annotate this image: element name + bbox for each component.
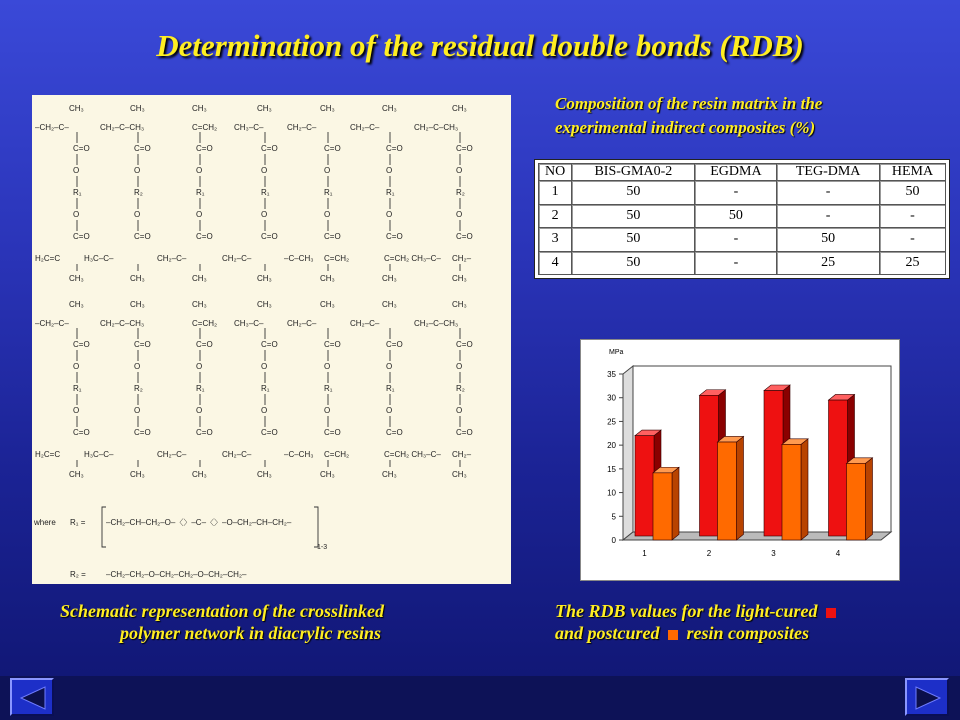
structure-atom-label: C=O (261, 144, 278, 153)
repeat-bracket (102, 507, 318, 547)
rdb-chart-frame (580, 339, 900, 581)
structure-atom-label: CH₃ (320, 104, 335, 113)
x-tick-label: 2 (706, 549, 712, 558)
structure-atom-label: C=O (134, 232, 151, 241)
structure-atom-label: R₂ (456, 188, 465, 197)
r1-formula: –CH₂–CH–CH₂–O–〈〉–C–〈〉–O–CH₂–CH–CH₂– (106, 518, 292, 527)
structure-atom-label: O (456, 210, 463, 219)
structure-atom-label: C=O (324, 428, 341, 437)
table-cell: 50 (572, 204, 695, 228)
bar-light-cured (764, 391, 783, 536)
table-caption-line2: experimental indirect composites (%) (555, 118, 816, 137)
structure-atom-label: CH₃–C– (234, 123, 264, 132)
r1-label: R₁ = (70, 518, 86, 527)
bar-postcured (782, 444, 801, 540)
table-caption (555, 92, 822, 140)
structure-atom-label: CH₃ (382, 274, 397, 283)
structure-atom-label: C=CH₂ CH₃–C– (384, 254, 441, 263)
structure-atom-label: CH₃ (257, 274, 272, 283)
structure-atom-label: R₁ (386, 384, 395, 393)
structure-atom-label: R₁ (386, 188, 395, 197)
structure-atom-label: CH₂– (452, 450, 472, 459)
structure-atom-label: –CH₂–C– (35, 319, 69, 328)
triangle-left-icon (19, 686, 47, 710)
structure-atom-label: R₁ (324, 384, 333, 393)
structure-atom-label: –C–CH₃ (284, 254, 314, 263)
table-body (539, 181, 946, 275)
structure-atom-label: CH₂–C–CH₃ (414, 123, 459, 132)
left-caption (60, 600, 500, 644)
table-cell: 50 (572, 181, 695, 205)
structure-atom-label: C=O (134, 144, 151, 153)
structure-atom-label: O (196, 166, 203, 175)
structure-atom-label: O (73, 362, 80, 371)
y-tick-label: 30 (607, 393, 616, 403)
table-cell: 25 (879, 251, 945, 275)
table-cell: - (695, 251, 777, 275)
left-caption-line1: Schematic representation of the crosslinked (60, 601, 384, 621)
structure-atom-label: O (196, 210, 203, 219)
structure-atom-label: H₂C=C (35, 450, 61, 459)
navigation-bar (0, 676, 960, 720)
structure-atom-label: CH₃ (69, 300, 84, 309)
structure-atom-label: CH₃ (452, 274, 467, 283)
bar-postcured (847, 463, 866, 540)
table-cell: 1 (539, 181, 572, 205)
structure-atom-label: C=CH₂ CH₃–C– (384, 450, 441, 459)
table-cell: 50 (879, 181, 945, 205)
structure-atom-label: O (196, 406, 203, 415)
structure-atom-label: CH₂– (452, 254, 472, 263)
r2-formula: –CH₂–CH₂–O–CH₂–CH₂–O–CH₂–CH₂– (106, 570, 247, 579)
table-cell: 25 (777, 251, 880, 275)
triangle-right-icon (914, 686, 942, 710)
structure-atom-label: C=O (456, 340, 473, 349)
structure-atom-label: R₁ (324, 188, 333, 197)
table-cell: 50 (572, 251, 695, 275)
structure-atom-label: O (134, 406, 141, 415)
y-tick-label: 20 (607, 441, 616, 451)
structure-atom-label: CH₃ (382, 300, 397, 309)
structure-atom-label: C=O (73, 340, 90, 349)
structure-atom-label: C=O (324, 144, 341, 153)
composition-table-frame (534, 159, 950, 279)
structure-atom-label: CH₂–C– (287, 123, 317, 132)
structure-atom-label: CH₂–C–CH₃ (414, 319, 459, 328)
structure-atom-label: O (261, 406, 268, 415)
structure-atom-label: CH₃ (320, 274, 335, 283)
structure-atom-label: O (73, 406, 80, 415)
structure-atom-label: O (324, 210, 331, 219)
structure-atom-label: C=CH₂ (192, 123, 218, 132)
structure-atom-label: C=O (456, 428, 473, 437)
y-tick-label: 35 (607, 370, 616, 379)
structure-atom-label: C=O (386, 428, 403, 437)
structure-atom-label: O (261, 362, 268, 371)
x-tick-label: 3 (771, 549, 776, 558)
y-axis-label: MPa (609, 349, 624, 356)
bar-side (672, 467, 679, 540)
structure-atom-label: R₂ (134, 384, 143, 393)
table-cell: - (879, 204, 945, 228)
r2-label: R₂ = (70, 570, 86, 579)
structure-atom-label: C=CH₂ (324, 450, 350, 459)
y-tick-label: 5 (611, 512, 616, 522)
structure-atom-label: C=O (456, 144, 473, 153)
structure-atom-label: CH₃ (130, 300, 145, 309)
structure-atom-label: O (134, 362, 141, 371)
bar-side (801, 439, 808, 540)
x-tick-label: 1 (642, 549, 647, 558)
table-cell: - (695, 228, 777, 252)
structure-atom-label: C=O (261, 428, 278, 437)
structure-atom-label: C=O (324, 232, 341, 241)
structure-atom-label: C=O (134, 340, 151, 349)
structure-atom-label: C=O (196, 340, 213, 349)
structure-atom-label: CH₃ (192, 274, 207, 283)
structure-atom-label: CH₃ (130, 104, 145, 113)
structure-atom-label: CH₂–C– (222, 254, 252, 263)
structure-atom-label: O (261, 210, 268, 219)
structure-atom-label: C=O (196, 232, 213, 241)
structure-atom-label: CH₃ (382, 104, 397, 113)
structure-atom-label: CH₃ (320, 470, 335, 479)
table-cell: 50 (777, 228, 880, 252)
structure-atom-label: O (73, 166, 80, 175)
structure-atom-label: –C–CH₃ (284, 450, 314, 459)
structure-atom-label: CH₂–C– (157, 450, 187, 459)
structure-atom-label: CH₃ (257, 104, 272, 113)
structure-atom-label: O (386, 406, 393, 415)
structure-atom-label: C=O (261, 232, 278, 241)
y-tick-label: 10 (607, 488, 616, 498)
structure-atom-label: R₁ (261, 384, 270, 393)
composition-table (538, 163, 946, 275)
structure-atom-label: H₃C–C– (84, 450, 114, 459)
y-tick-label: 25 (607, 417, 616, 427)
structure-atom-label: R₁ (196, 188, 205, 197)
structure-atom-label: O (456, 362, 463, 371)
chart-side-wall (623, 366, 633, 540)
right-caption-line2a: and postcured (555, 623, 660, 643)
structure-atom-label: CH₃ (452, 300, 467, 309)
structure-atom-label: O (196, 362, 203, 371)
bar-side (866, 458, 873, 540)
structure-atom-label: O (386, 166, 393, 175)
structure-atom-label: CH₃ (69, 274, 84, 283)
structure-atom-label: O (386, 210, 393, 219)
structure-atom-label: C=O (73, 428, 90, 437)
structure-atom-label: CH₃ (452, 470, 467, 479)
structure-atom-label: R₁ (73, 384, 82, 393)
table-row (539, 251, 946, 275)
table-header-cell: BIS-GMA0-2 (572, 164, 695, 181)
table-cell: 3 (539, 228, 572, 252)
structure-atom-label: CH₂–C– (287, 319, 317, 328)
structure-atom-label: C=CH₂ (192, 319, 218, 328)
table-cell: 50 (572, 228, 695, 252)
structure-atom-label: O (134, 210, 141, 219)
structure-atom-label: O (456, 166, 463, 175)
structure-atom-label: CH₃ (192, 300, 207, 309)
structure-atom-label: CH₃ (130, 470, 145, 479)
structure-atom-label: CH₂–C– (157, 254, 187, 263)
slide-title: Determination of the residual double bonds (RDB) (156, 28, 804, 63)
structure-atom-label: C=O (324, 340, 341, 349)
polymer-network-structure (32, 95, 511, 584)
previous-slide-button[interactable] (10, 678, 54, 716)
structure-atom-label: O (134, 166, 141, 175)
structure-atom-label: CH₃ (192, 104, 207, 113)
left-caption-line2: polymer network in diacrylic resins (120, 623, 381, 643)
structure-atom-label: C=CH₂ (324, 254, 350, 263)
next-slide-button[interactable] (905, 678, 949, 716)
structure-atom-label: H₂C=C (35, 254, 61, 263)
table-header-cell: EGDMA (695, 164, 777, 181)
table-cell: - (879, 228, 945, 252)
structure-atom-label: CH₃ (69, 104, 84, 113)
table-caption-line1: Composition of the resin matrix in the (555, 94, 823, 113)
table-header-cell: TEG-DMA (777, 164, 880, 181)
legend-postcured-swatch (668, 630, 678, 640)
structure-atom-label: CH₂–C– (350, 123, 380, 132)
structure-atom-label: R₂ (134, 188, 143, 197)
structure-atom-label: CH₃ (257, 300, 272, 309)
structure-atom-label: O (456, 406, 463, 415)
structure-atom-label: O (73, 210, 80, 219)
structure-atom-label: R₁ (196, 384, 205, 393)
structure-atom-label: C=O (386, 144, 403, 153)
table-cell: 50 (695, 204, 777, 228)
bar-light-cured (635, 436, 654, 536)
structure-atom-label: O (324, 166, 331, 175)
right-caption-line2b: resin composites (686, 623, 810, 643)
repeat-count-label: 1-3 (317, 544, 328, 551)
structure-atom-label: CH₃ (452, 104, 467, 113)
bar-light-cured (829, 400, 848, 536)
structure-atom-label: –CH₂–C– (35, 123, 69, 132)
bar-light-cured (700, 395, 719, 536)
structure-atom-label: CH₃ (382, 470, 397, 479)
x-tick-label: 4 (835, 549, 841, 558)
table-row (539, 228, 946, 252)
structure-atom-label: R₁ (73, 188, 82, 197)
table-cell: - (777, 204, 880, 228)
table-row (539, 181, 946, 205)
y-tick-label: 15 (607, 464, 616, 474)
structure-atom-label: C=O (73, 232, 90, 241)
structure-atom-label: O (324, 406, 331, 415)
structure-atom-label: C=O (456, 232, 473, 241)
structure-atom-label: H₃C–C– (84, 254, 114, 263)
structure-atom-label: O (261, 166, 268, 175)
structure-atom-label: CH₃ (69, 470, 84, 479)
structure-atom-label: R₁ (261, 188, 270, 197)
table-header-cell: HEMA (879, 164, 945, 181)
structure-atom-label: CH₂–C– (350, 319, 380, 328)
structure-atom-label: O (386, 362, 393, 371)
structure-atom-label: C=O (196, 144, 213, 153)
rdb-bar-chart (581, 340, 899, 580)
table-cell: - (695, 181, 777, 205)
structure-atom-label: C=O (196, 428, 213, 437)
structure-atom-label: C=O (73, 144, 90, 153)
structure-atom-label: CH₃ (192, 470, 207, 479)
structure-atom-label: CH₂–C–CH₃ (100, 123, 145, 132)
table-header-row (539, 164, 946, 181)
table-header-cell: NO (539, 164, 572, 181)
table-cell: 4 (539, 251, 572, 275)
structure-atom-label: O (324, 362, 331, 371)
bar-postcured (653, 473, 672, 540)
structure-atom-label: CH₂–C–CH₃ (100, 319, 145, 328)
structure-atom-label: C=O (261, 340, 278, 349)
legend-light-cured-swatch (826, 608, 836, 618)
structure-atom-label: C=O (386, 340, 403, 349)
structure-atom-label: CH₃ (320, 300, 335, 309)
structure-atom-label: C=O (386, 232, 403, 241)
table-cell: - (777, 181, 880, 205)
right-caption-line1: The RDB values for the light-cured (555, 601, 818, 621)
y-tick-label: 0 (611, 536, 616, 545)
bar-side (737, 436, 744, 540)
table-row (539, 204, 946, 228)
structure-atom-label: CH₃ (130, 274, 145, 283)
where-label: where (34, 518, 56, 527)
bar-postcured (718, 442, 737, 540)
structure-atom-label: CH₃–C– (234, 319, 264, 328)
structure-atom-label: CH₃ (257, 470, 272, 479)
structure-atom-label: R₂ (456, 384, 465, 393)
right-caption (555, 600, 955, 644)
table-cell: 2 (539, 204, 572, 228)
structure-atom-label: C=O (134, 428, 151, 437)
structure-atom-label: CH₂–C– (222, 450, 252, 459)
